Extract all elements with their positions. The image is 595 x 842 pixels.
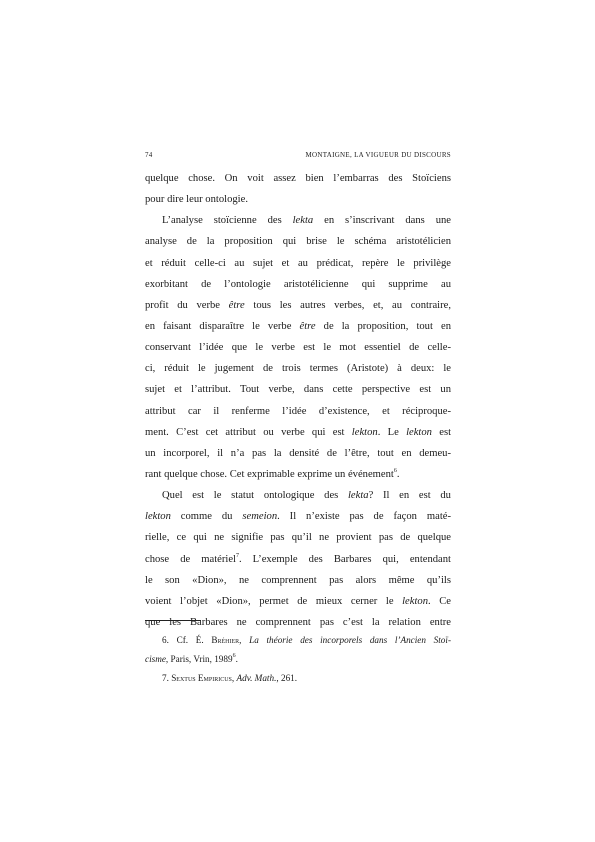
text-line: et réduit celle-ci au sujet et au prédicat, repère le privilège	[145, 257, 451, 269]
page-number: 74	[145, 151, 153, 159]
footnote-divider	[145, 620, 201, 621]
footnote-6: 6. Cf. É. Bréhier, La théorie des incorporels dans l’Ancien Stoï-	[162, 635, 452, 645]
emphasis: être	[228, 299, 245, 311]
emphasis: semeion	[242, 511, 278, 523]
text-line: rielle, ce qui ne signifie pas qu’il ne provient pas de quelque	[145, 532, 451, 544]
text-line: lekton comme du semeion. Il n’existe pas de façon maté-	[145, 511, 451, 523]
text-line: L’analyse stoïcienne des lekta en s’inscrivant dans une	[162, 215, 451, 227]
emphasis: lekton	[351, 426, 378, 438]
text-line: exorbitant de l’ontologie aristotélicienne qui supprime au	[145, 278, 451, 290]
text-line: le son «Dion», ne comprennent pas alors même qu’ils	[145, 574, 451, 586]
emphasis: lekta	[292, 215, 314, 227]
text-line: chose de matériel$^7$. L’exemple des Barbares qui, entendant	[145, 552, 452, 565]
footnotes	[145, 631, 451, 688]
text-line: que les Barbares ne comprennent pas c’est la relation entre	[145, 616, 451, 628]
text-line: voient l’objet «Dion», permet de mieux cerner le lekton. Ce	[145, 595, 451, 607]
footnote-title: cisme	[145, 654, 166, 664]
footnote-ref: 6	[393, 467, 397, 474]
text-line: ci, réduit le jugement de trois termes (Aristote) à deux: le	[145, 363, 451, 375]
text-line: Quel est le statut ontologique des lekta? Il en est du	[162, 490, 451, 502]
text-line: quelque chose. On voit assez bien l’embarras des Stoïciens	[145, 173, 451, 184]
text-line: attribut car il renferme l’idée d’existence, et réciproque-	[145, 405, 451, 417]
footnote-ref: 7	[235, 552, 239, 559]
running-title: MONTAIGNE, LA VIGUEUR DU DISCOURS	[305, 151, 451, 159]
emphasis: lekton	[145, 511, 171, 523]
footnote-title: La théorie des incorporels dans l’Ancien Stoï-	[249, 635, 452, 645]
text-line: un incorporel, il n’a pas la densité de l’être, tout en demeu-	[145, 447, 451, 459]
text-line: profit du verbe être tous les autres verbes, et, au contraire,	[145, 299, 451, 311]
text-line: rant quelque chose. Cet exprimable exprime un événement$^6$.	[145, 467, 400, 480]
running-header	[145, 151, 451, 163]
text-line: pour dire leur ontologie.	[145, 194, 248, 206]
emphasis: lekton	[406, 426, 432, 438]
body-text	[145, 168, 451, 633]
emphasis: lekton	[402, 595, 428, 607]
text-line: conservant l’idée que le verbe est le mot essentiel de celle-	[145, 342, 451, 354]
footnote-6-continued: cisme, Paris, Vrin, 1989$^6$.	[145, 653, 238, 664]
emphasis: lekta	[347, 490, 369, 502]
footnote-author: Bréhier	[211, 635, 240, 645]
footnote-author: Sextus Empiricus	[171, 673, 232, 683]
text-line: ment. C’est cet attribut ou verbe qui est lekton. Le lekton est	[145, 426, 452, 438]
text-line: sujet et l’attribut. Tout verbe, dans cette perspective est un	[145, 384, 451, 396]
emphasis: être	[299, 320, 316, 332]
text-line: analyse de la proposition qui brise le schéma aristotélicien	[145, 236, 451, 248]
footnote-7: 7. Sextus Empiricus, Adv. Math., 261.	[162, 673, 298, 683]
footnote-title: Adv. Math.	[236, 673, 277, 683]
text-line: en faisant disparaître le verbe être de la proposition, tout en	[145, 320, 451, 332]
edition-superscript: 6	[232, 653, 236, 659]
